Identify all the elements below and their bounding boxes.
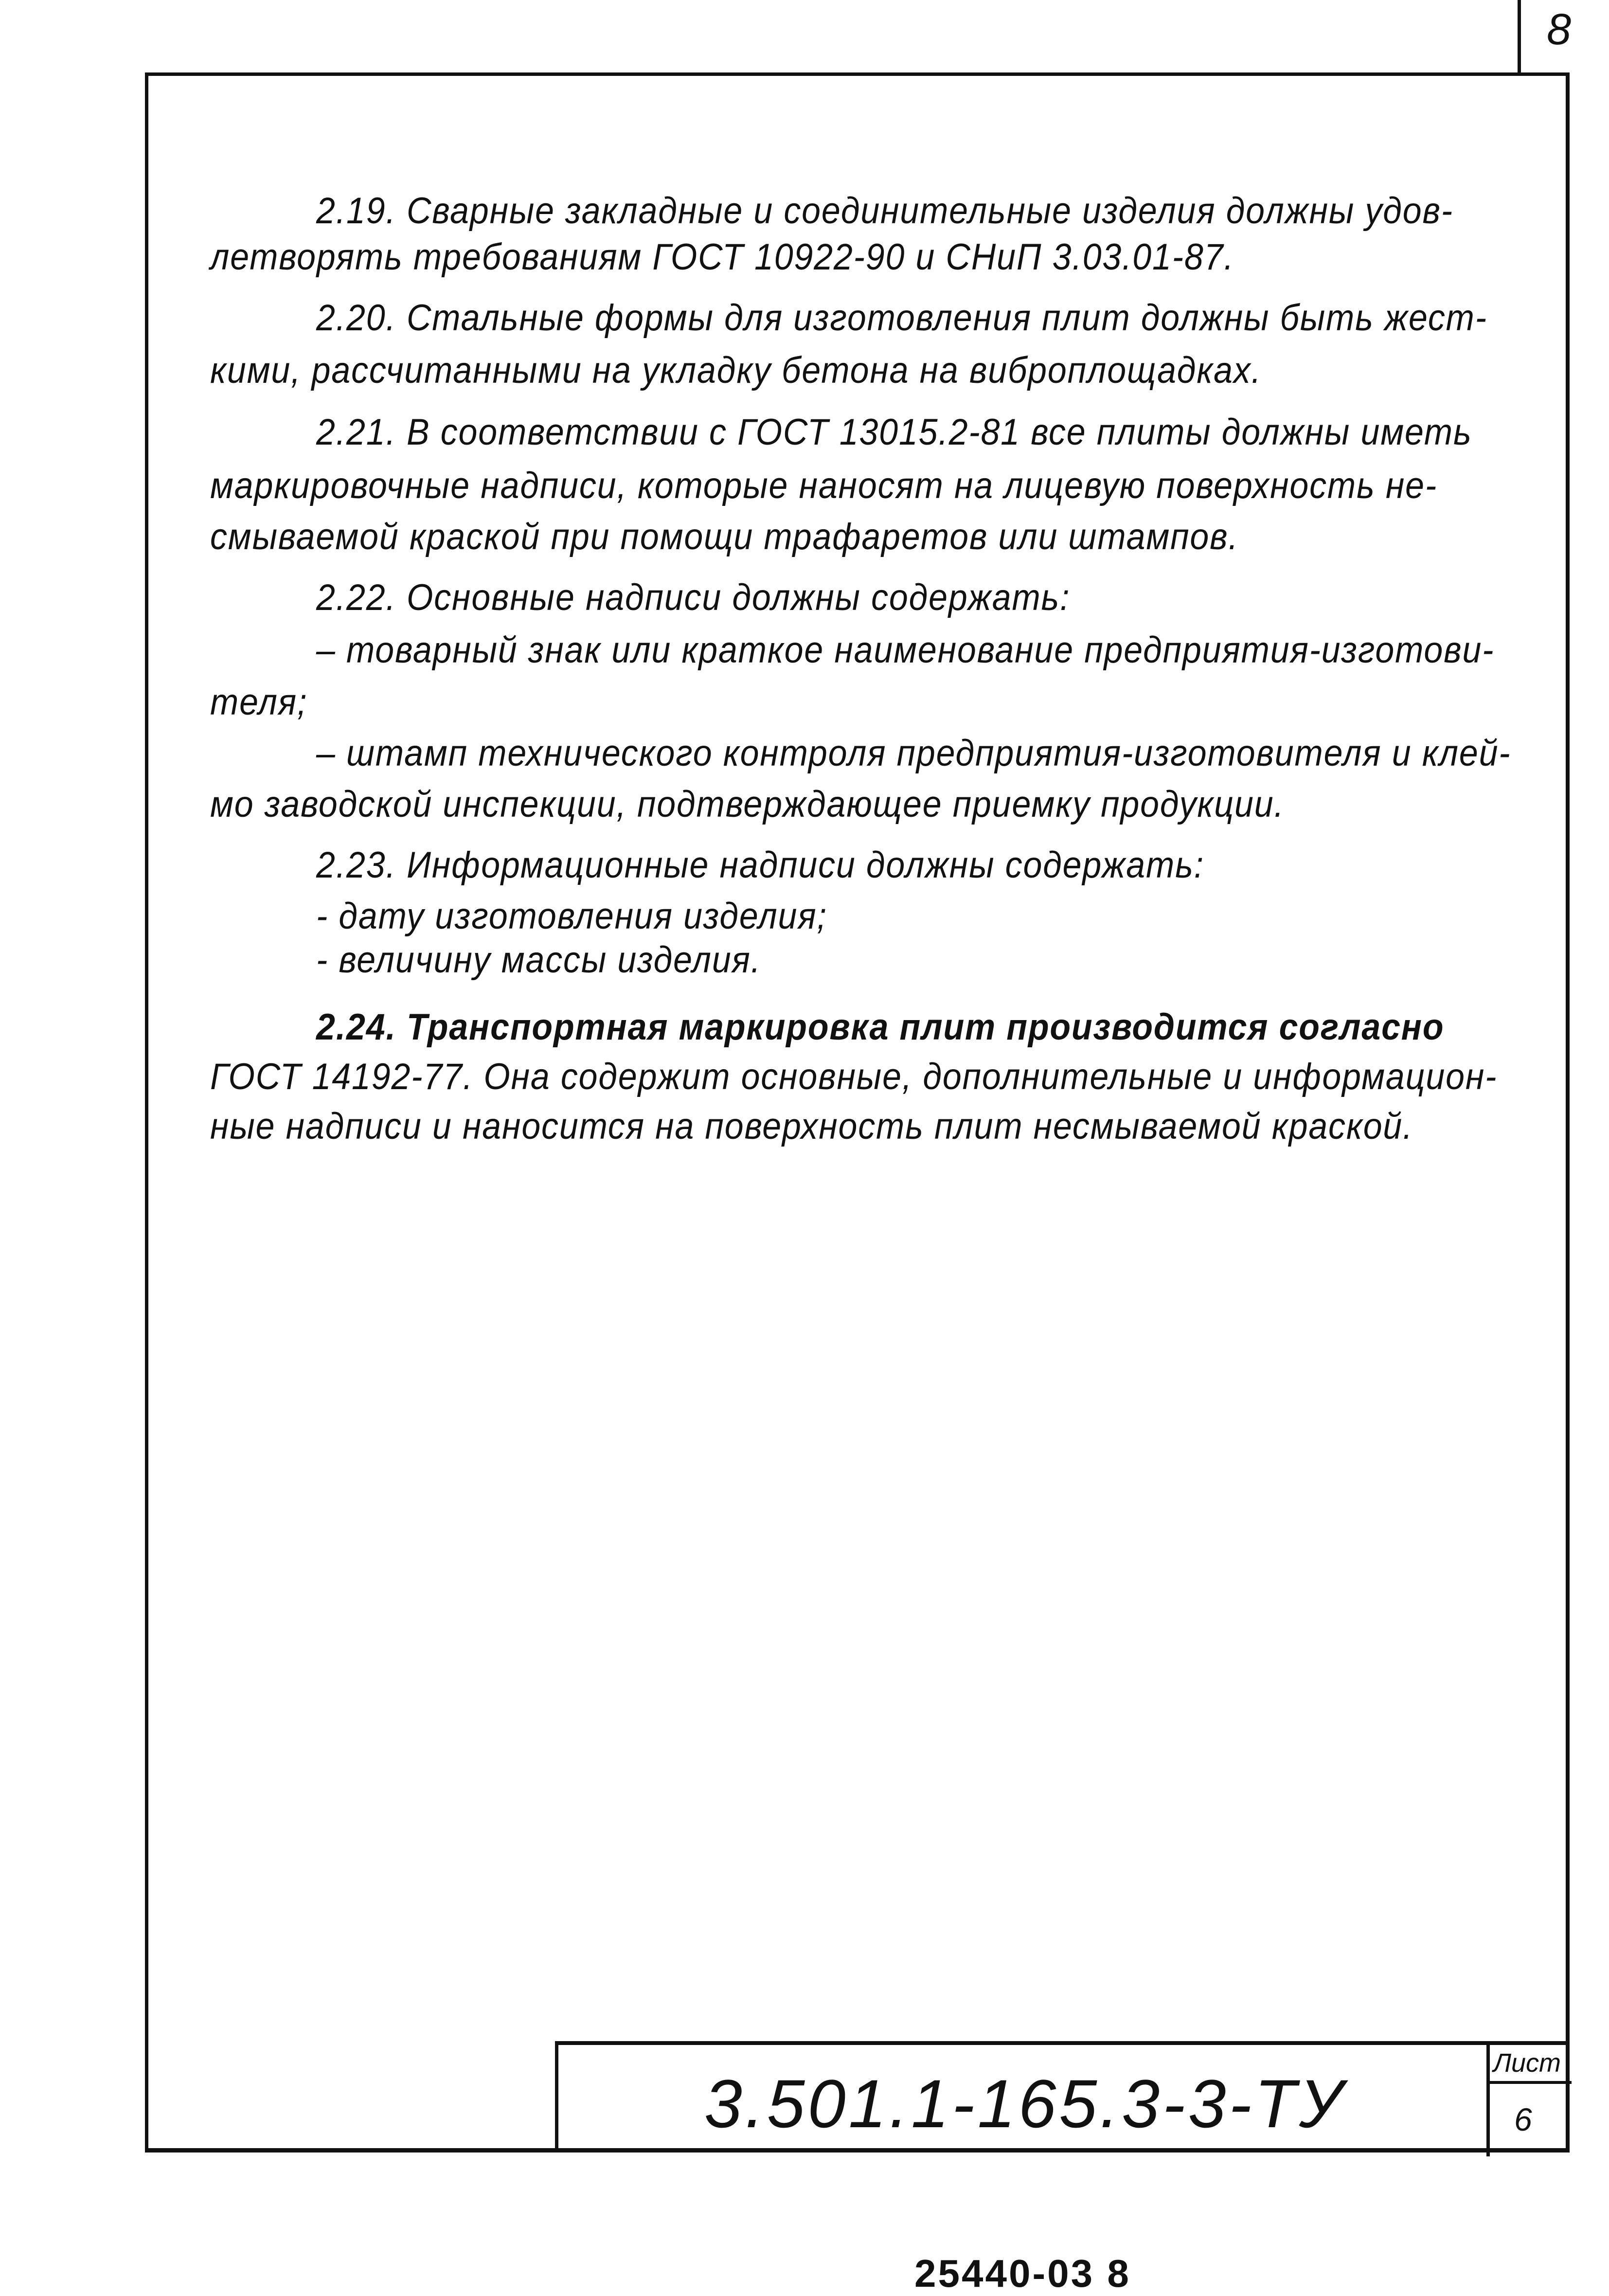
text-line: мо заводской инспекции, подтверждающее приемку продукции. — [210, 784, 1285, 825]
text-line: 2.19. Сварные закладные и соединительные изделия должны удов- — [316, 190, 1453, 232]
text-line: летворять требованиям ГОСТ 10922-90 и СНиП 3.03.01-87. — [210, 236, 1234, 278]
text-line: – товарный знак или краткое наименование предприятия-изготови- — [316, 629, 1495, 671]
text-line: кими, рассчитанными на укладку бетона на виброплощадках. — [210, 350, 1262, 391]
text-line: маркировочные надписи, которые наносят на лицевую поверхность не- — [210, 465, 1438, 506]
text-line: 2.20. Стальные формы для изготовления плит должны быть жест- — [316, 297, 1487, 339]
sheet-cell-divider — [1489, 2081, 1572, 2084]
page-number-divider — [1518, 0, 1521, 73]
sheet-label: Лист — [1493, 2048, 1561, 2078]
text-line: 2.21. В соответствии с ГОСТ 13015.2-81 все плиты должны иметь — [316, 412, 1472, 453]
text-line: ные надписи и наносится на поверхность плит несмываемой краской. — [210, 1106, 1413, 1147]
text-line: - величину массы изделия. — [316, 939, 762, 981]
text-line: смываемой краской при помощи трафаретов или штампов. — [210, 516, 1239, 557]
text-line: ГОСТ 14192-77. Она содержит основные, дополнительные и информацион- — [210, 1056, 1498, 1097]
document-code: 3.501.1-165.3-3-ТУ — [704, 2065, 1346, 2142]
page-number: 8 — [1547, 5, 1572, 54]
text-line: 2.24. Транспортная маркировка плит производится согласно — [316, 1006, 1445, 1048]
text-line: – штамп технического контроля предприятия-изготовителя и клей- — [316, 733, 1511, 774]
text-line: - дату изготовления изделия; — [316, 896, 827, 937]
text-line: теля; — [210, 682, 308, 723]
archive-number: 25440-03 8 — [914, 2252, 1131, 2295]
title-block — [555, 2041, 1570, 2152]
text-line: 2.23. Информационные надписи должны содержать: — [316, 844, 1204, 886]
text-line: 2.22. Основные надписи должны содержать: — [316, 577, 1071, 618]
title-block-divider — [1486, 2045, 1490, 2156]
sheet-number: 6 — [1514, 2101, 1532, 2137]
